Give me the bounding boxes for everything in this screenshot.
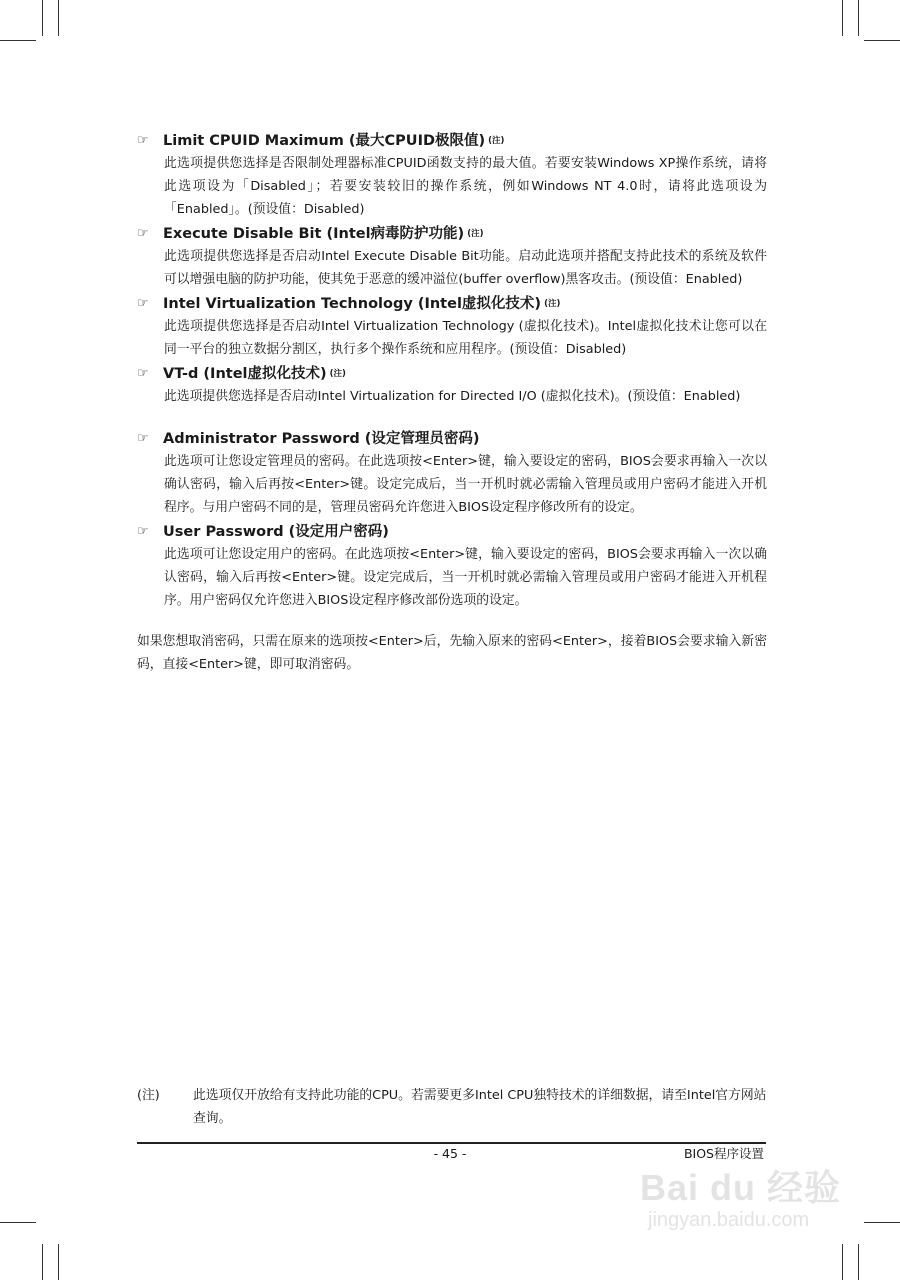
option-heading bbox=[137, 130, 767, 152]
main-content bbox=[137, 130, 767, 676]
option-item bbox=[137, 130, 767, 221]
option-heading bbox=[137, 363, 767, 385]
option-title: Intel Virtualization Technology (Intel虚拟化技术) bbox=[163, 296, 542, 312]
pointing-hand-icon: ☞ bbox=[137, 296, 149, 311]
page-number: - 45 - bbox=[433, 1146, 467, 1161]
crop-mark bbox=[0, 1222, 36, 1223]
pointing-hand-icon: ☞ bbox=[137, 431, 149, 446]
option-description: 此选项提供您选择是否启动Intel Virtualization for Directed I/O (虚拟化技术)。(预设值：Enabled) bbox=[164, 389, 741, 404]
option-heading bbox=[137, 293, 767, 315]
option-item bbox=[137, 293, 767, 361]
option-item bbox=[137, 428, 767, 519]
cpu-options-group bbox=[137, 130, 767, 408]
section-title: BIOS程序设置 bbox=[683, 1146, 764, 1161]
footnote-marker: (注) bbox=[544, 299, 561, 309]
option-description: 此选项提供您选择是否启动Intel Execute Disable Bit功能。启动此选项并搭配支持此技术的系统及软件可以增强电脑的防护功能，使其免于恶意的缓冲溢位(buffer overflow)黑客攻击。(预设值：Enabled) bbox=[164, 249, 767, 287]
option-title: Execute Disable Bit (Intel病毒防护功能) bbox=[163, 226, 465, 242]
crop-mark bbox=[0, 40, 36, 41]
crop-mark bbox=[864, 1222, 900, 1223]
option-description: 此选项提供您选择是否限制处理器标准CPUID函数支持的最大值。若要安装Windows XP操作系统，请将此选项设为「Disabled」；若要安装较旧的操作系统，例如Windows NT 4.0时，请将此选项设为「Enabled」。(预设值：Disabled) bbox=[164, 156, 767, 217]
option-description: 此选项提供您选择是否启动Intel Virtualization Technology (虚拟化技术)。Intel虚拟化技术让您可以在同一平台的独立数据分割区，执行多个操作系统和应用程序。(预设值：Disabled) bbox=[164, 319, 767, 357]
footer-rule bbox=[137, 1142, 766, 1144]
option-heading bbox=[137, 223, 767, 245]
crop-mark bbox=[858, 1244, 859, 1280]
option-item bbox=[137, 223, 767, 291]
footnote-marker: (注) bbox=[329, 369, 346, 379]
crop-mark bbox=[842, 1244, 843, 1280]
option-description: 此选项可让您设定管理员的密码。在此选项按<Enter>键，输入要设定的密码，BIOS会要求再输入一次以确认密码，输入后再按<Enter>键。设定完成后，当一开机时就必需输入管理员或用户密码才能进入开机程序。与用户密码不同的是，管理员密码允许您进入BIOS设定程序修改所有的设定。 bbox=[164, 454, 767, 515]
pointing-hand-icon: ☞ bbox=[137, 366, 149, 381]
footnote bbox=[137, 1084, 767, 1130]
baidu-watermark bbox=[640, 1168, 850, 1240]
option-title: Limit CPUID Maximum (最大CPUID极限值) bbox=[163, 133, 486, 149]
option-item bbox=[137, 363, 767, 408]
crop-mark bbox=[42, 0, 43, 36]
option-heading bbox=[137, 428, 767, 450]
pointing-hand-icon: ☞ bbox=[137, 226, 149, 241]
footnote-marker: (注) bbox=[488, 136, 505, 146]
crop-mark bbox=[858, 0, 859, 36]
password-options-group bbox=[137, 428, 767, 612]
footnote-label: (注) bbox=[137, 1088, 160, 1103]
crop-mark bbox=[42, 1244, 43, 1280]
crop-mark bbox=[58, 0, 59, 36]
option-heading bbox=[137, 521, 767, 543]
crop-mark bbox=[58, 1244, 59, 1280]
pointing-hand-icon: ☞ bbox=[137, 524, 149, 539]
crop-mark bbox=[864, 40, 900, 41]
option-description: 此选项可让您设定用户的密码。在此选项按<Enter>键，输入要设定的密码，BIOS会要求再输入一次以确认密码，输入后再按<Enter>键。设定完成后，当一开机时就必需输入管理员或用户密码才能进入开机程序。用户密码仅允许您进入BIOS设定程序修改部份选项的设定。 bbox=[164, 547, 767, 608]
option-title: VT-d (Intel虚拟化技术) bbox=[163, 366, 327, 382]
pointing-hand-icon: ☞ bbox=[137, 133, 149, 148]
crop-mark bbox=[842, 0, 843, 36]
watermark-url: jingyan.baidu.com bbox=[648, 1209, 810, 1231]
footnote-text: 此选项仅开放给有支持此功能的CPU。若需要更多Intel CPU独特技术的详细数据，请至Intel官方网站查询。 bbox=[193, 1088, 767, 1126]
option-title: Administrator Password (设定管理员密码) bbox=[163, 431, 480, 447]
option-title: User Password (设定用户密码) bbox=[163, 524, 389, 540]
spacer bbox=[137, 410, 767, 428]
watermark-logo: Bai du 经验 bbox=[640, 1167, 842, 1208]
cancel-password-paragraph: 如果您想取消密码，只需在原来的选项按<Enter>后，先输入原来的密码<Enter>，接着BIOS会要求输入新密码，直接<Enter>键，即可取消密码。 bbox=[137, 634, 767, 672]
option-item bbox=[137, 521, 767, 612]
footnote-marker: (注) bbox=[467, 229, 484, 239]
